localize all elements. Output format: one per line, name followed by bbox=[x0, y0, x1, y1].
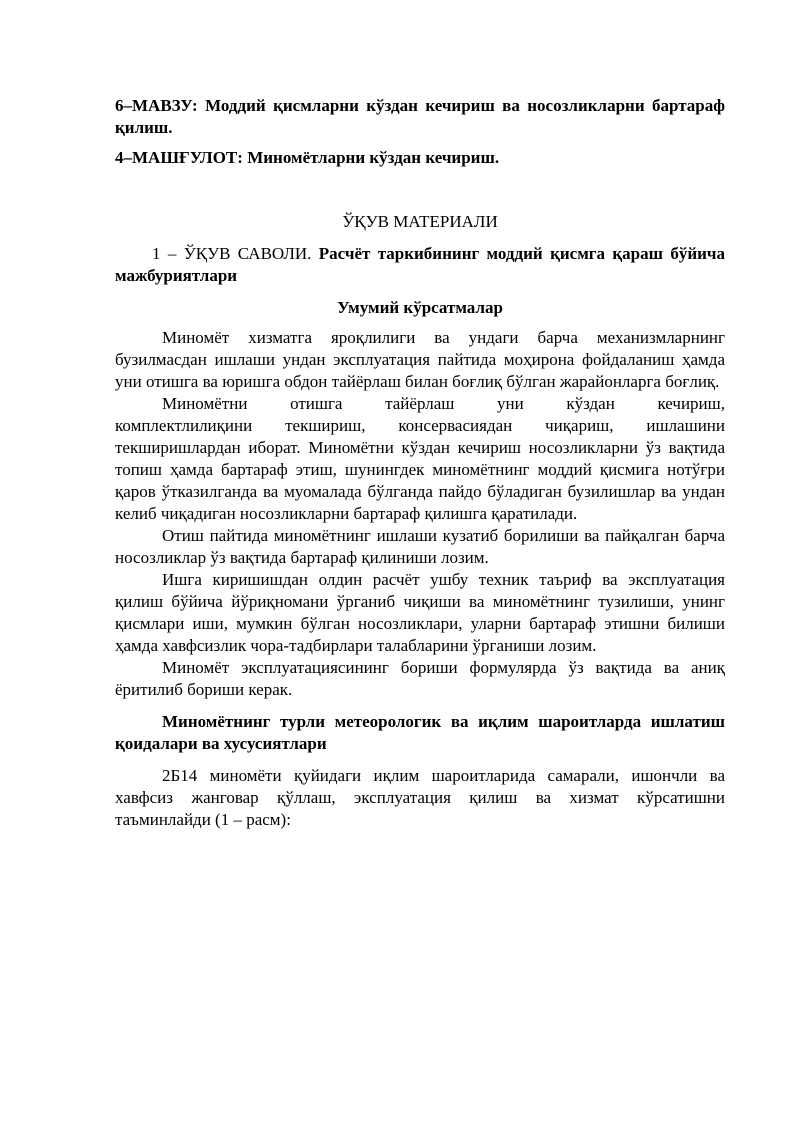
lesson-label: 4–МАШҒУЛОТ: bbox=[115, 148, 243, 167]
paragraph-3: Отиш пайтида миномётнинг ишлаши кузатиб борилиши ва пайқалган барча носозликлар ўз вақтида бартараф қилиниши лозим. bbox=[115, 526, 725, 567]
paragraph-4: Ишга киришишдан олдин расчёт ушбу техник таъриф ва эксплуатация қилиш бўйича йўриқномани ўрганиб чиқиши ва миномётнинг тузилиши, унинг қисмлари иши, мумкин бўлган носозликлари, уларни бартараф этишни билиши ҳамда хавфсизлик чора-тадбирлари талабларини ўрганиши лозим. bbox=[115, 570, 725, 655]
paragraph-2-body: комплектлилиқини текшириш, консервасиядан чиқариш, ишлашини текширишлардан иборат. Миномётни кўздан кечириш носозликларни ўз вақтида топиш ҳамда бартараф этиш, шунингдек миномётнинг моддий қисмига нотўғри қаров ўтказилганда ва муомалада бўлганда пайдо бўладиган бузилишлар ва ундан келиб чиқадиган носозликларни бартараф қилишга қаратилади. bbox=[115, 416, 725, 523]
section-title: ЎҚУВ МАТЕРИАЛИ bbox=[342, 212, 498, 231]
climate-heading: Миномётнинг турли метеорологик ва иқлим шароитларда ишлатиш қоидалари ва хусусиятлари bbox=[115, 712, 725, 753]
question-label: 1 – ЎҚУВ САВОЛИ. bbox=[152, 244, 312, 263]
lesson-line bbox=[115, 147, 725, 169]
topic-label: 6–МАВЗУ: bbox=[115, 96, 198, 115]
paragraph-2-first-line: Миномётни отишга тайёрлаш уни кўздан кечириш, bbox=[162, 394, 725, 413]
paragraph-1: Миномёт хизматга яроқлилиги ва ундаги барча механизмларнинг бузилмасдан ишлаши ундан эксплуатация пайтида моҳирона фойдаланиш ҳамда уни отишга ва юришга обдон тайёрлаш билан боғлиқ бўлган жарайонларга боғлиқ. bbox=[115, 328, 725, 391]
question-text: Расчёт таркибининг моддий қисмга қараш бўйича мажбуриятлари bbox=[115, 244, 725, 285]
final-paragraph: 2Б14 миномёти қуйидаги иқлим шароитларида самарали, ишончли ва хавфсиз жанговар қўллаш, эксплуатация қилиш ва хизмат кўрсатишни таъминлайди (1 – расм): bbox=[115, 766, 725, 829]
question-line bbox=[115, 243, 725, 287]
lesson-text: Миномётларни кўздан кечириш. bbox=[242, 148, 500, 167]
topic-line bbox=[115, 95, 725, 139]
sub-heading: Умумий кўрсатмалар bbox=[337, 298, 503, 317]
document-page bbox=[115, 95, 725, 831]
paragraph-5: Миномёт эксплуатациясининг бориши формулярда ўз вақтида ва аниқ ёритилиб бориши керак. bbox=[115, 658, 725, 699]
topic-text: Моддий қисмларни кўздан кечириш ва носозликларни бартараф қилиш. bbox=[115, 96, 725, 137]
